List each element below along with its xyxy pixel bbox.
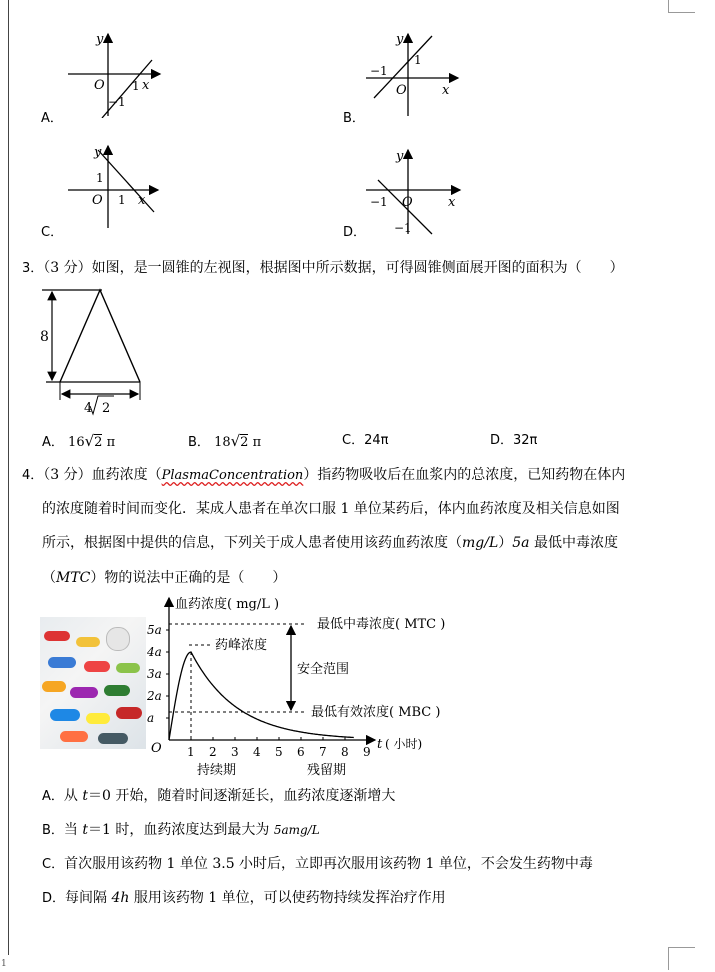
- option-c-label: C．: [41, 225, 64, 240]
- svg-text:−1: −1: [370, 195, 388, 209]
- svg-text:1: 1: [414, 53, 422, 67]
- y-tick-label: 4a: [147, 645, 162, 659]
- chart-y-title: 血药浓度( mg/L ): [175, 597, 280, 612]
- y-tick-label: a: [147, 711, 155, 725]
- x-tick-label: 3: [231, 745, 239, 759]
- y-tick-label: 3a: [147, 667, 162, 681]
- graph-b: [362, 28, 472, 118]
- tick-neg1: −1: [108, 95, 126, 109]
- chart-origin: O: [151, 741, 162, 756]
- svg-text:O: O: [396, 83, 407, 98]
- svg-text:x: x: [442, 83, 450, 98]
- q4-option-d: D．每间隔 4h 服用该药物 1 单位，可以使药物持续发挥治疗作用: [42, 890, 446, 906]
- mtc-label: 最低中毒浓度( MTC ): [317, 617, 446, 632]
- cone-side-view: [36, 282, 156, 422]
- page-number: 1: [1, 959, 7, 969]
- x-tick-label: 8: [341, 745, 349, 759]
- y-tick-label: 2a: [147, 689, 162, 703]
- q4-option-a: A．从 t＝0 开始，随着时间逐渐延长，血药浓度逐渐增大: [42, 788, 396, 804]
- question-4-line3: 所示，根据图中提供的信息，下列关于成人患者使用该药血药浓度（mg/L）5a 最低中毒浓度: [42, 535, 618, 551]
- option-a-label: A．: [41, 111, 63, 126]
- graph-c: [60, 140, 170, 230]
- graph-a: [60, 28, 170, 118]
- q4-option-c: C．首次服用该药物 1 单位 3.5 小时后，立即再次服用该药物 1 单位，不会发生药物中毒: [42, 856, 593, 872]
- svg-text:−1: −1: [394, 221, 412, 235]
- q3-option-c: C．24π: [342, 433, 389, 448]
- tick-1: 1: [132, 79, 140, 93]
- base-coef: 4: [84, 401, 93, 416]
- x-tick-label: 1: [187, 745, 195, 759]
- page-corner-mark-bottom: [668, 947, 695, 970]
- q3-option-b: B． 18√2 π: [188, 432, 262, 450]
- plasma-concentration-chart: [145, 592, 475, 782]
- x-tick-label: 5: [275, 745, 283, 759]
- safe-range-label: 安全范围: [297, 662, 350, 677]
- svg-text:−1: −1: [370, 64, 388, 78]
- peak-label: 药峰浓度: [215, 638, 268, 653]
- mbc-label: 最低有效浓度( MBC ): [311, 705, 441, 720]
- x-tick-label: 9: [363, 745, 371, 759]
- svg-text:1: 1: [96, 171, 104, 185]
- x-tick-label: 6: [297, 745, 305, 759]
- svg-text:y: y: [396, 32, 404, 47]
- graph-d: [362, 146, 472, 236]
- period-1-label: 持续期: [197, 763, 237, 778]
- origin-label: O: [94, 78, 105, 93]
- svg-text:x: x: [138, 193, 146, 208]
- svg-text:y: y: [396, 149, 404, 164]
- option-d-label: D．: [343, 225, 367, 240]
- question-4-line2: 的浓度随着时间而变化．某成人患者在单次口服 1 单位某药后，体内血药浓度及相关信息如图: [42, 501, 620, 517]
- page-margin-line: [8, 0, 9, 955]
- height-label: 8: [40, 329, 49, 345]
- question-4-line1: 4．（3 分）血药浓度（PlasmaConcentration）指药物吸收后在血浆内的总浓度，已知药物在体内: [22, 467, 626, 483]
- svg-text:1: 1: [118, 193, 126, 207]
- q4-option-b: B．当 t＝1 时，血药浓度达到最大为 5amg/L: [42, 822, 320, 838]
- question-3-stem: 3．（3 分）如图，是一圆锥的左视图，根据图中所示数据，可得圆锥侧面展开图的面积为（ ）: [22, 260, 624, 276]
- question-4-line4: （MTC）物的说法中正确的是（ ）: [42, 570, 287, 586]
- y-label: y: [96, 32, 104, 47]
- svg-text:O: O: [402, 195, 413, 210]
- x-tick-label: 7: [319, 745, 327, 759]
- svg-text:x: x: [448, 195, 456, 210]
- base-root: 2: [102, 401, 111, 416]
- page-corner-mark-top: [668, 0, 695, 13]
- medicine-pills-photo: [40, 617, 146, 749]
- chart-x-var: t: [377, 737, 383, 752]
- q3-option-a: A． 16√2 π: [42, 432, 116, 450]
- cone-triangle: [60, 290, 140, 382]
- x-label: x: [142, 78, 150, 93]
- svg-text:O: O: [92, 193, 103, 208]
- period-2-label: 残留期: [307, 763, 347, 778]
- y-tick-label: 5a: [147, 623, 162, 637]
- x-tick-label: 2: [209, 745, 217, 759]
- q3-option-d: D．32π: [490, 433, 538, 448]
- option-b-label: B．: [343, 111, 365, 126]
- svg-text:y: y: [94, 145, 102, 160]
- chart-x-unit: ( 小时): [385, 737, 423, 751]
- x-tick-label: 4: [253, 745, 261, 759]
